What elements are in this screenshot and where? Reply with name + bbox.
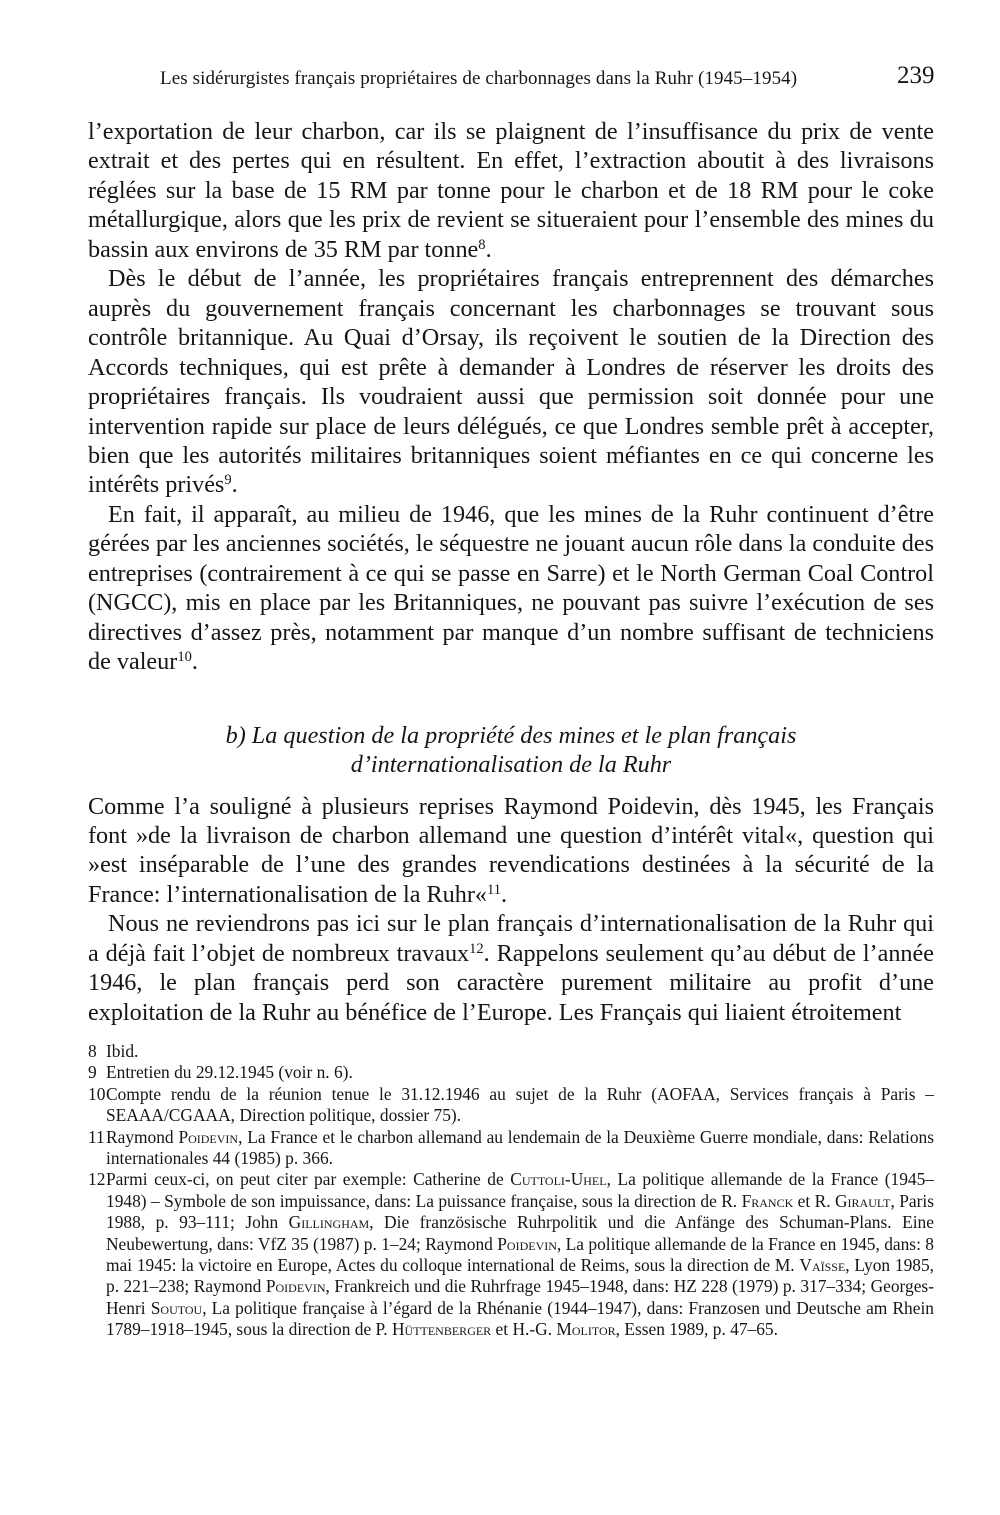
footnote-number: 11 bbox=[88, 1126, 105, 1147]
author-name: Poidevin bbox=[265, 1276, 326, 1297]
author-name: Soutou bbox=[150, 1297, 203, 1318]
footnote-number: 10 bbox=[88, 1083, 106, 1104]
footnote-text: Raymond Poidevin, La France et le charbon allemand au lendemain de la Deuxième Guerre mondiale, dans: Relations internationales 44 (1985) p. 366. bbox=[106, 1126, 934, 1169]
author-name: Franck bbox=[741, 1190, 794, 1211]
footnote bbox=[88, 1062, 934, 1083]
footnote-ref[interactable]: 9 bbox=[224, 472, 232, 489]
footnote-text: Ibid. bbox=[106, 1041, 139, 1061]
paragraph: En fait, il apparaît, au milieu de 1946, que les mines de la Ruhr continuent d’être gérées par les anciennes sociétés, le séquestre ne jouant aucun rôle dans la conduite des entreprises (contrairement à ce qui se passe en Sarre) et le North German Coal Control (NGCC), mis en place par les Britanniques, ne pouvant pas suivre l’exécution de ses directives d’assez près, notamment par manque d’un nombre suffisant de techniciens de valeur$^{10}$. bbox=[88, 500, 934, 676]
footnote bbox=[88, 1127, 934, 1170]
footnote-number: 12 bbox=[88, 1169, 106, 1190]
footnote bbox=[88, 1169, 934, 1340]
footnote bbox=[88, 1084, 934, 1127]
paragraph: Comme l’a souligné à plusieurs reprises Raymond Poidevin, dès 1945, les Français font »de la livraison de charbon allemand une question d’intérêt vital«, question qui »est inséparable de l’une des grandes revendications destinées à la sécurité de la France: l’internationalisation de la Ruhr«$^{11}$. bbox=[88, 792, 934, 908]
author-name: Gillingham bbox=[288, 1212, 370, 1233]
page-number: 239 bbox=[897, 62, 935, 89]
section-heading-line: b) La question de la propriété des mines et le plan français bbox=[225, 721, 797, 749]
author-name: Hüttenberger bbox=[391, 1319, 492, 1340]
footnote-text: Parmi ceux-ci, on peut citer par exemple: Catherine de Cuttoli-Uhel, La politique allemande de la France (1945–1948) – Symbole de son impuissance, dans: La puissance française, sous la direction de R. Franck et R. Girault, Paris 1988, p. 93–111; John Gillingham, Die französische Ruhrpolitik und die Anfänge des Schuman-Plans. Eine Neubewertung, dans: VfZ 35 (1987) p. 1–24; Raymond Poidevin, La politique allemande de la France en 1945, dans: 8 mai 1945: la victoire en Europe, Actes du colloque international de Reims, sous la direction de M. Vaïsse, Lyon 1985, p. 221–238; Raymond Poidevin, Frankreich und die Ruhrfrage 1945–1948, dans: HZ 228 (1979) p. 317–334; Georges-Henri Soutou, La politique française à l’égard de la Rhénanie (1944–1947), dans: Franzosen und Deutsche am Rhein 1789–1918–1945, sous la direction de P. Hüttenberger et H.-G. Molitor, Essen 1989, p. 47–65. bbox=[106, 1169, 934, 1340]
paragraph: Nous ne reviendrons pas ici sur le plan français d’internationalisation de la Ruhr qui a déjà fait l’objet de nombreux travaux$^{12}$. Rappelons seulement qu’au début de l’année 1946, le plan français perd son caractère purement militaire au profit d’une exploitation de la Ruhr au bénéfice de l’Europe. Les Français qui liaient étroitement bbox=[88, 910, 934, 1026]
footnote-ref[interactable]: 11 bbox=[486, 881, 501, 898]
author-name: Poidevin bbox=[178, 1126, 239, 1147]
author-name: Poidevin bbox=[497, 1233, 557, 1254]
footnote-number: 9 bbox=[88, 1062, 97, 1083]
section-heading-line: d’internationalisation de la Ruhr bbox=[350, 751, 672, 779]
footnote-text: Entretien du 29.12.1945 (voir n. 6). bbox=[106, 1062, 353, 1083]
running-head: Les sidérurgistes français propriétaires de charbonnages dans la Ruhr (1945–1954) bbox=[160, 68, 798, 89]
footnote bbox=[88, 1041, 934, 1062]
footnote-ref[interactable]: 10 bbox=[177, 649, 192, 666]
footnotes bbox=[88, 1041, 934, 1341]
author-name: Vaïsse bbox=[799, 1255, 846, 1276]
footnote-text: Compte rendu de la réunion tenue le 31.12.1946 au sujet de la Ruhr (AOFAA, Services français à Paris – SEAAA/CGAAA, Direction politique, dossier 75). bbox=[106, 1083, 934, 1126]
footnote-ref[interactable]: 12 bbox=[469, 940, 484, 957]
footnote-ref[interactable]: 8 bbox=[478, 236, 486, 253]
paragraph: Dès le début de l’année, les propriétaires français entreprennent des démarches auprès du gouvernement français concernant les charbonnages se trouvant sous contrôle britannique. Au Quai d’Orsay, ils reçoivent le soutien de la Direction des Accords techniques, qui est prête à demander à Londres de réserver les droits des propriétaires français. Ils voudraient aussi que permission soit donnée pour une intervention rapide sur place de leurs délégués, ce que Londres semble prêt à accepter, bien que les autorités militaires britanniques soient méfiantes en ce qui concerne les intérêts privés$^9$. bbox=[88, 265, 934, 499]
author-name: Molitor bbox=[556, 1319, 616, 1340]
main-text bbox=[88, 117, 934, 1027]
footnote-number: 8 bbox=[88, 1041, 97, 1061]
paragraph: l’exportation de leur charbon, car ils se plaignent de l’insuffisance du prix de vente extrait et des pertes qui en résultent. En effet, l’extraction aboutit à des livraisons réglées sur la base de 15 RM par tonne pour le charbon et de 18 RM pour le coke métallurgique, alors que les prix de revient se situeraient pour l’ensemble des mines du bassin aux environs de 35 RM par tonne$^8$. bbox=[88, 118, 934, 263]
section-heading bbox=[88, 721, 934, 780]
author-name: Girault bbox=[835, 1190, 891, 1211]
author-name: Cuttoli-Uhel bbox=[510, 1169, 607, 1190]
